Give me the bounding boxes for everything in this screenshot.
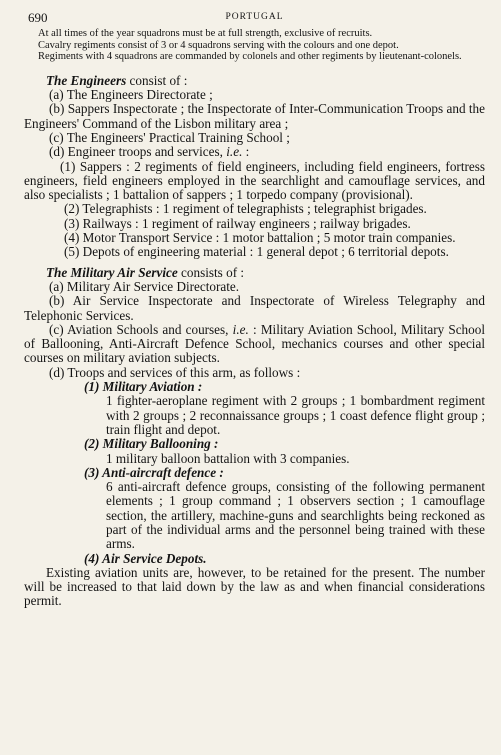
air-d1-text: 1 fighter-aeroplane regiment with 2 groups ; 1 bombardment regiment with 2 groups ; 2 reconnaissance groups ; 1 coast defence flight group ; train flight and depot. <box>106 393 485 437</box>
engineers-item-d-ie: i.e. <box>226 144 243 160</box>
engineers-item-c: (c) The Engineers' Practical Training School ; <box>49 129 290 145</box>
air-service-heading-rest: consists of : <box>177 264 245 280</box>
air-item-d: (d) Troops and services of this arm, as follows : <box>49 364 301 380</box>
intro-paragraph-1: At all times of the year squadrons must be at full strength, exclusive of recruits. <box>38 28 373 39</box>
air-item-c-start: (c) Aviation Schools and courses, <box>49 321 233 337</box>
page-number: 690 <box>28 10 48 25</box>
air-d4-title: (4) Air Service Depots. <box>84 550 207 566</box>
engineers-d1: (1) Sappers : 2 regiments of field engineers, including field engineers, fortress engineers, field engineers employed in the searchlight and camouflage services, and also specialists ; 1 battalion of sappers ; 1 torpedo company (provisional). <box>24 158 485 203</box>
air-d3-text: 6 anti-aircraft defence groups, consisting of the following permanent elements ; 1 group command ; 1 observers section ; 1 camouflage section, the artillery, machine-guns and searchlights being reckoned as part of the individual arms and the personnel being trained with these arms. <box>106 479 485 552</box>
air-service-heading <box>46 266 485 280</box>
engineers-item-a: (a) The Engineers Directorate ; <box>49 87 213 103</box>
page-header <box>24 6 485 28</box>
air-item-c <box>24 323 485 366</box>
intro-paragraph-3: Regiments with 4 squadrons are commanded by colonels and other regiments by lieutenant-colonels. <box>38 51 462 63</box>
engineers-heading-rest: consist of : <box>126 72 188 88</box>
air-d2-text: 1 military balloon battalion with 3 companies. <box>106 450 350 466</box>
air-item-c-ie: i.e. <box>232 321 249 337</box>
engineers-item-d-label: (d) Engineer troops and services, <box>49 144 227 160</box>
air-service-heading-italic: The Military Air Service <box>46 264 178 280</box>
air-item-c-end: : Military Aviation School, Military School of Ballooning, Anti-Aircraft Defence School, mechanics courses and other special courses on military aviation subjects. <box>24 321 485 366</box>
air-d1-title: (1) Military Aviation : <box>84 379 203 395</box>
closing-paragraph: Existing aviation units are, however, to be retained for the present. The number will be increased to that laid down by the law as and when financial considerations permit. <box>24 564 485 609</box>
engineers-item-b: (b) Sappers Inspectorate ; the Inspectorate of Inter-Communication Troops and the Engineers' Command of the Lisbon military area ; <box>24 101 485 131</box>
air-d3-title: (3) Anti-aircraft defence : <box>84 464 224 480</box>
engineers-d2: (2) Telegraphists : 1 regiment of telegraphists ; telegraphist brigades. <box>64 201 427 217</box>
air-item-b: (b) Air Service Inspectorate and Inspectorate of Wireless Telegraphy and Telephonic Services. <box>24 293 485 323</box>
engineers-item-d <box>37 145 485 159</box>
engineers-d5: (5) Depots of engineering material : 1 general depot ; 6 territorial depots. <box>64 244 449 260</box>
air-item-a: (a) Military Air Service Directorate. <box>49 278 240 294</box>
engineers-heading <box>46 74 485 88</box>
engineers-item-d-end: : <box>242 144 250 160</box>
running-title: PORTUGAL <box>225 12 284 22</box>
air-d2-title: (2) Military Ballooning : <box>84 436 219 452</box>
engineers-heading-italic: The Engineers <box>46 72 127 88</box>
intro-paragraph-2: Cavalry regiments consist of 3 or 4 squadrons serving with the colours and one depot. <box>38 39 399 51</box>
engineers-d4: (4) Motor Transport Service : 1 motor battalion ; 5 motor train companies. <box>64 230 456 246</box>
engineers-d3: (3) Railways : 1 regiment of railway engineers ; railway brigades. <box>64 215 411 231</box>
